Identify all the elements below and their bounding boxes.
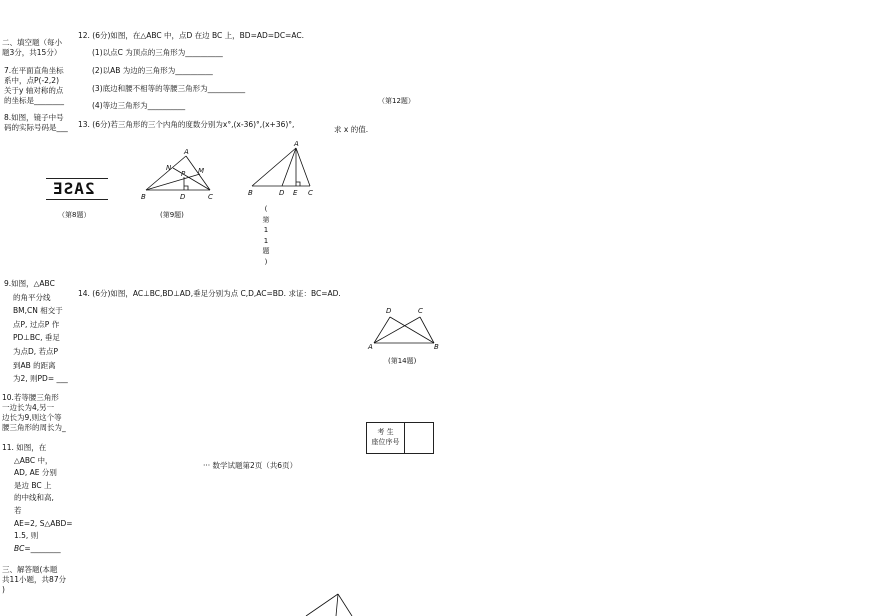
fig9-label-p: P [181,170,186,178]
fig14-label-a: A [368,343,373,351]
fig11-label-b: B [248,189,253,197]
q9-line: 到AB 的距离 [13,360,56,370]
q12-stem: 12. (6分)如图，在△ABC 中，点D 在边 BC 上，BD=AD=DC=AC. [78,31,304,40]
section2-heading-line: 题3分，共15分） [2,48,62,57]
section3-heading [2,565,66,595]
q11-line: 是边 BC 上 [14,480,52,490]
q9-line: BM,CN 相交于 [13,306,63,316]
q7-line: 的坐标是________ [4,96,64,105]
fig14-label-b: B [434,343,439,351]
question-9 [4,277,68,386]
q11-caption-char: 1 [263,236,269,245]
seat-number-value[interactable] [406,423,434,453]
q7-line: 关于y 轴对称的点 [4,86,64,95]
fig9-label-c: C [208,193,213,201]
q11-line: △ABC 中， [14,455,53,465]
q12-item-2: (2)以AB 为边的三角形为__________ [92,66,213,75]
q10-line: 一边长为4,另一 [2,403,55,412]
question-8 [4,113,68,133]
q11-line: BC=________ [14,543,61,553]
q11-line: AE=2, S△ABD= [14,518,73,528]
fig11-label-a: A [294,140,299,148]
question-11 [2,442,73,555]
q7-line: 7.在平面直角坐标 [4,66,64,75]
fig14-label-d: D [386,307,392,315]
q9-line: 9.如图，△ABC [4,279,55,288]
q9-line: 为点D, 若点P [13,346,59,356]
q11-line: 的中线和高, [14,493,54,503]
fig14-label-c: C [418,307,423,315]
fig11-label-c: C [308,189,313,197]
q8-line: 8.如图，镜子中号 [4,113,64,122]
q9-triangle-figure [138,148,218,204]
q8-mirror-figure [46,178,108,202]
q9-caption: (第9题) [160,211,184,219]
fig9-label-a: A [184,148,189,156]
q8-caption: （第8题） [58,211,91,219]
question-10 [2,393,66,433]
q13-stem: 13. (6分)若三角形的三个内角的度数分别为x°,(x-36)°,(x+36)°, [78,120,295,129]
q11-line: 1.5, 则 [14,531,39,541]
q8-mirror-number: 2ASE [52,179,95,198]
q11-caption-char: 1 [263,226,269,234]
q11-caption-char: 题 [262,247,270,255]
q12-item-1: (1)以点C 为顶点的三角形为__________ [92,48,223,57]
section2-heading-line: 二、填空题（每小 [2,38,62,47]
fig11-label-e: E [293,189,298,197]
q10-line: 边长为9,则这个等 [2,413,62,422]
q11-caption-char: ( [264,205,268,213]
q11-caption-char: 第 [262,215,270,224]
fig9-label-d: D [180,193,186,201]
q11-caption [262,204,270,267]
q14-figure [366,303,444,351]
q12-item-3: (3)底边和腰不相等的等腰三角形为__________ [92,84,246,93]
section3-heading-line: 三、解答题(本题 [2,565,58,574]
q8-line: 码的实际号码是___ [4,123,68,132]
fig9-label-m: M [198,167,205,175]
section2-heading [2,38,62,58]
q9-line: 的角平分线 [13,292,51,302]
page-footer: ··· 数学试题第2页（共6页） [203,461,298,470]
q9-line: 点P, 过点P 作 [13,319,60,329]
q14-stem: 14. (6分)如图，AC⊥BC,BD⊥AD,垂足分别为点 C,D,AC=BD. 求证：BC=AD. [78,289,341,298]
question-7 [4,66,64,106]
q11-line: AD, AE 分别 [14,468,57,478]
q14-caption: (第14题) [388,357,417,365]
q11-line: 11. 如图，在 [2,443,47,452]
q13-tail: 求 x 的值. [334,125,369,134]
q12-caption: （第12题） [378,97,415,105]
q9-line: 为2, 则PD= ___ [13,374,68,384]
q9-line: PD⊥BC, 垂足 [13,333,60,343]
seat-number-label [367,423,405,453]
next-question-figure [300,590,360,616]
section3-heading-line: ) [2,585,5,594]
q11-line: 若 [14,505,22,515]
seat-label-line: 座位序号 [371,438,400,446]
q11-caption-char: ) [264,257,268,266]
fig9-label-b: B [141,193,146,201]
seat-number-box [366,422,434,454]
fig9-label-n: N [166,164,172,172]
q7-line: 系中，点P(-2,2) [4,76,60,85]
seat-label-line: 考 生 [377,428,394,436]
section3-heading-line: 共11小题，共87分 [2,575,67,584]
q12-item-4: (4)等边三角形为__________ [92,101,186,110]
q10-line: 腰三角形的周长为_ [2,423,66,432]
q10-line: 10.若等腰三角形 [2,393,59,402]
q11-triangle-figure [246,140,322,198]
fig11-label-d: D [279,189,285,197]
